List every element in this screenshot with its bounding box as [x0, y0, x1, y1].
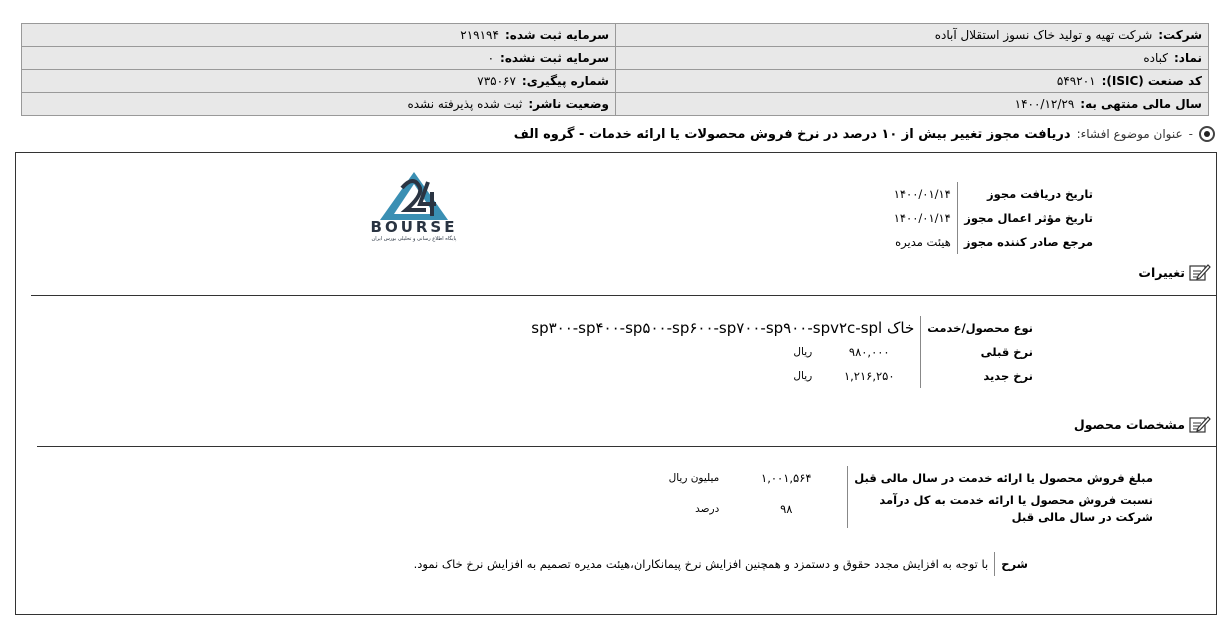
product-value: خاک sp۳۰۰-sp۴۰۰-sp۵۰۰-sp۶۰۰-sp۷۰۰-sp۹۰۰-spv۲c-spl	[531, 319, 915, 337]
specs-table	[633, 466, 1159, 528]
description-text: با توجه به افزایش مجدد حقوق و دستمزد و همچنین افزایش نرخ پیمانکاران،هیئت مدیره تصمیم به افزایش نرخ خاک نمود.	[413, 557, 989, 571]
symbol-cell: نماد:کباده	[616, 47, 1209, 70]
fiscal-year-value: ۱۴۰۰/۱۲/۲۹	[1014, 97, 1075, 111]
prev-rate-unit: ریال	[793, 346, 813, 358]
unregistered-capital-cell: سرمایه ثبت نشده:۰	[22, 47, 616, 70]
publisher-status-value: ثبت شده پذیرفته نشده	[407, 97, 523, 111]
symbol-value: کباده	[1143, 51, 1168, 65]
new-rate-unit: ریال	[793, 370, 813, 382]
ratio-label	[848, 490, 1159, 528]
product-label: نوع محصول/خدمت	[921, 316, 1039, 340]
ratio-unit: درصد	[695, 503, 720, 515]
prev-rate-label: نرخ قبلی	[921, 340, 1039, 364]
changes-heading	[1138, 262, 1211, 282]
permit-effective-date-label: تاریخ مؤثر اعمال مجوز	[957, 206, 1099, 230]
logo-subtitle: پایگاه اطلاع رسانی و تحلیلی بورس ایران	[371, 236, 457, 242]
description-label: شرح	[995, 552, 1034, 576]
new-rate-label: نرخ جدید	[921, 364, 1039, 388]
registered-capital-value: ۲۱۹۱۹۴	[460, 28, 499, 42]
changes-divider	[31, 295, 1216, 296]
specs-divider	[37, 446, 1216, 447]
specs-heading-text: مشخصات محصول	[1073, 416, 1185, 432]
publisher-status-cell: وضعیت ناشر:ثبت شده پذیرفته نشده	[22, 93, 616, 116]
fiscal-year-cell: سال مالی منتهی به:۱۴۰۰/۱۲/۲۹	[616, 93, 1209, 116]
edit-note-icon	[1189, 262, 1211, 282]
bourse-logo	[362, 166, 466, 246]
disclosure-title	[514, 126, 1215, 142]
permit-issuer-value: هیئت مدیره	[895, 235, 951, 249]
logo-text: BOURSE	[370, 218, 458, 236]
sales-unit: میلیون ریال	[668, 472, 720, 484]
sales-label: مبلغ فروش محصول یا ارائه خدمت در سال مالی قبل	[848, 466, 1159, 490]
new-rate-value: ۱,۲۱۶,۲۵۰	[843, 369, 895, 383]
isic-cell: کد صنعت (ISIC):۵۴۹۲۰۱	[616, 70, 1209, 93]
title-dash: -	[1188, 127, 1193, 141]
bourse-logo-mark-icon	[362, 166, 466, 222]
prev-rate-value: ۹۸۰,۰۰۰	[848, 345, 890, 359]
tracking-number-cell: شماره پیگیری:۷۳۵۰۶۷	[22, 70, 616, 93]
ratio-label-line-1: نسبت فروش محصول یا ارائه خدمت به کل درآمد	[879, 493, 1153, 507]
description-row	[408, 552, 1034, 576]
specs-heading	[1074, 414, 1211, 434]
isic-value: ۵۴۹۲۰۱	[1056, 74, 1096, 88]
permit-receive-date-label: تاریخ دریافت مجوز	[957, 182, 1099, 206]
title-label: عنوان موضوع افشاء:	[1076, 127, 1183, 141]
changes-table	[525, 316, 1039, 388]
company-cell: شرکت:شرکت تهیه و تولید خاک نسوز استقلال آباده	[616, 24, 1209, 47]
registered-capital-cell: سرمایه ثبت شده:۲۱۹۱۹۴	[22, 24, 616, 47]
unregistered-capital-value: ۰	[487, 51, 495, 65]
permit-effective-date-value: ۱۴۰۰/۰۱/۱۴	[893, 211, 951, 225]
title-text: دریافت مجوز تغییر بیش از ۱۰ درصد در نرخ فروش محصولات یا ارائه خدمات - گروه الف	[513, 126, 1071, 142]
edit-note-icon	[1189, 414, 1211, 434]
ratio-label-line-2: شرکت در سال مالی قبل	[1011, 510, 1153, 524]
sales-value: ۱,۰۰۱,۵۶۴	[761, 471, 812, 485]
changes-heading-text: تغییرات	[1138, 264, 1185, 280]
target-bullet-icon	[1199, 126, 1215, 142]
ratio-value: ۹۸	[780, 502, 793, 516]
tracking-number-value: ۷۳۵۰۶۷	[477, 74, 516, 88]
permit-issuer-label: مرجع صادر کننده مجوز	[957, 230, 1099, 254]
company-name: شرکت تهیه و تولید خاک نسوز استقلال آباده	[934, 28, 1153, 42]
company-info-table	[21, 23, 1209, 116]
permit-receive-date-value: ۱۴۰۰/۰۱/۱۴	[893, 187, 951, 201]
permit-info	[888, 182, 1099, 254]
